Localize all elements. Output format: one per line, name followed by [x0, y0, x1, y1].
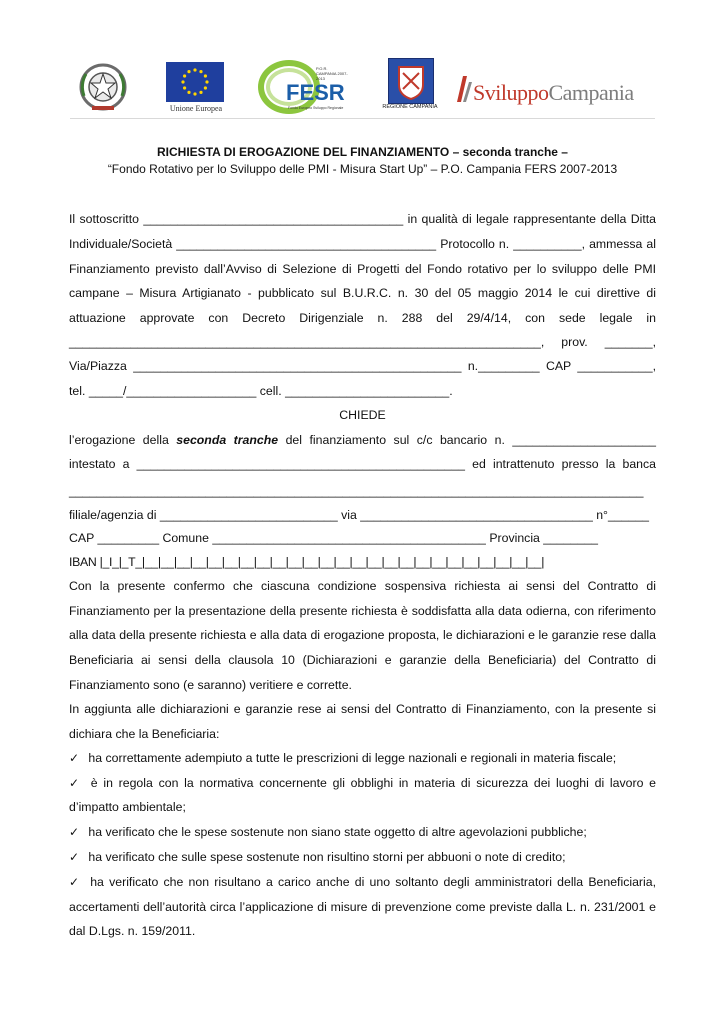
seconda-tranche-emphasis: seconda tranche [176, 433, 279, 447]
italian-republic-emblem-icon [78, 62, 128, 114]
form-line: Via/Piazza ________________________________________________ n._________ CAP ___________, [69, 359, 656, 373]
document-title: RICHIESTA DI EROGAZIONE DEL FINANZIAMENTO – seconda tranche – [157, 145, 568, 159]
regione-campania-logo [380, 58, 440, 116]
checklist-item [69, 874, 656, 890]
form-line [69, 432, 656, 448]
form-line: Individuale/Società ______________________________________ Protocollo n. __________, ammessa al [69, 237, 656, 251]
chiede-heading: CHIEDE [339, 408, 386, 422]
checkmark-icon: ✓ [69, 850, 80, 864]
checklist-item [69, 824, 656, 840]
sviluppo-wordmark [473, 80, 634, 106]
form-line: _____________________________________________________________________, prov. _______, [69, 335, 656, 349]
form-line: ____________________________________________________________________________________ [69, 484, 644, 498]
form-line: CAP _________ Comune ________________________________________ Provincia ________ [69, 531, 599, 545]
paragraph-line: Finanziamento sono (e saranno) veritiere e corrette. [69, 678, 352, 692]
form-line: attuazione approvate con Decreto Dirigenziale n. 288 del 29/4/14, con sede legale in [69, 311, 656, 325]
form-line: Finanziamento previsto dall’Avviso di Selezione di Progetti del Fondo rotativo per lo sviluppo delle PMI [69, 262, 656, 276]
form-line: filiale/agenzia di __________________________ via __________________________________ n°______ [69, 508, 650, 522]
checklist-text: ha correttamente adempiuto a tutte le prescrizioni di legge nazionali e regionali in materia fiscale; [88, 751, 617, 765]
checklist-continuation: accertamenti dell’autorità circa l’applicazione di misure di prevenzione come previste dalla L. n. 231/2001 e [69, 900, 656, 914]
fesr-logo [258, 58, 348, 116]
document-subtitle: “Fondo Rotativo per lo Sviluppo delle PMI - Misura Start Up” – P.O. Campania FERS 2007-2013 [107, 162, 618, 176]
eu-flag-logo [164, 60, 228, 116]
eu-caption: Unione Europea [169, 104, 223, 113]
eu-flag-icon [166, 62, 224, 102]
checklist-text: è in regola con la normativa concernente gli obblighi in materia di sicurezza dei luoghi di lavoro e [90, 776, 656, 790]
checklist-text: ha verificato che le spese sostenute non siano state oggetto di altre agevolazioni pubbliche; [88, 825, 587, 839]
checklist-item [69, 775, 656, 791]
checklist-item [69, 750, 656, 766]
checklist-continuation: d’impatto ambientale; [69, 800, 186, 814]
campania-shield-icon [388, 58, 434, 104]
sviluppo-word-b: Campania [548, 80, 634, 105]
iban-line: IBAN |_I_|_T_|__|__|__|__|__|__|__|__|__|__|__|__|__|__|__|__|__|__|__|__|__|__|__|__|__| [69, 555, 545, 569]
form-text: del finanziamento sul c/c bancario n. _____________________ [278, 433, 656, 447]
checklist-text: ha verificato che non risultano a carico anche di uno soltanto degli amministratori della Beneficiaria, [90, 875, 656, 889]
checkmark-icon: ✓ [69, 875, 80, 889]
checkmark-icon: ✓ [69, 776, 80, 790]
checklist-item [69, 849, 656, 865]
paragraph-line: dichiara che la Beneficiaria: [69, 727, 220, 741]
paragraph-line: Beneficiaria ai sensi della clausola 10 (Dichiarazioni e garanzie della Beneficiaria) del Contratto di [69, 653, 656, 667]
paragraph-line: Finanziamento per la presentazione della presente richiesta è soddisfatta alla data odierna, con riferimento [69, 604, 656, 618]
sviluppo-word-a: Sviluppo [473, 80, 549, 105]
fesr-wordmark: FESR [286, 80, 345, 105]
form-line: Il sottoscritto ______________________________________ in qualità di legale rappresentante della Ditta [69, 212, 656, 226]
checkmark-icon: ✓ [69, 751, 80, 765]
campania-caption: REGIONE CAMPANIA [382, 104, 438, 110]
paragraph-line: alla data della presente richiesta e alla data di erogazione proposta, le dichiarazioni e le garanzie rese dalla [69, 628, 656, 642]
form-line: tel. _____/___________________ cell. ________________________. [69, 384, 453, 398]
sviluppo-campania-logo [455, 70, 655, 110]
form-line: intestato a ________________________________________________ ed intrattenuto presso la banca [69, 457, 656, 471]
checklist-text: ha verificato che sulle spese sostenute non risultino storni per abbuoni o note di credito; [88, 850, 566, 864]
form-text: l’erogazione della [69, 433, 177, 447]
fesr-subtext: Fondo Europeo Sviluppo Regionale [288, 106, 344, 110]
paragraph-line: In aggiunta alle dichiarazioni e garanzie rese ai sensi del Contratto di Finanziamento, con la presente si [69, 702, 656, 716]
checkmark-icon: ✓ [69, 825, 80, 839]
checklist-continuation: dal D.Lgs. n. 159/2011. [69, 924, 196, 938]
paragraph-line: Con la presente confermo che ciascuna condizione sospensiva richiesta ai sensi del Contratto di [69, 579, 656, 593]
form-line: campane – Misura Artigianato - pubblicato sul B.U.R.C. n. 30 del 05 maggio 2014 le cui direttive di [69, 286, 656, 300]
logo-band [70, 56, 655, 119]
sviluppo-mark-icon [455, 74, 473, 104]
fesr-top-text: P.O.R. CAMPANIA 2007-2013 [316, 66, 348, 81]
